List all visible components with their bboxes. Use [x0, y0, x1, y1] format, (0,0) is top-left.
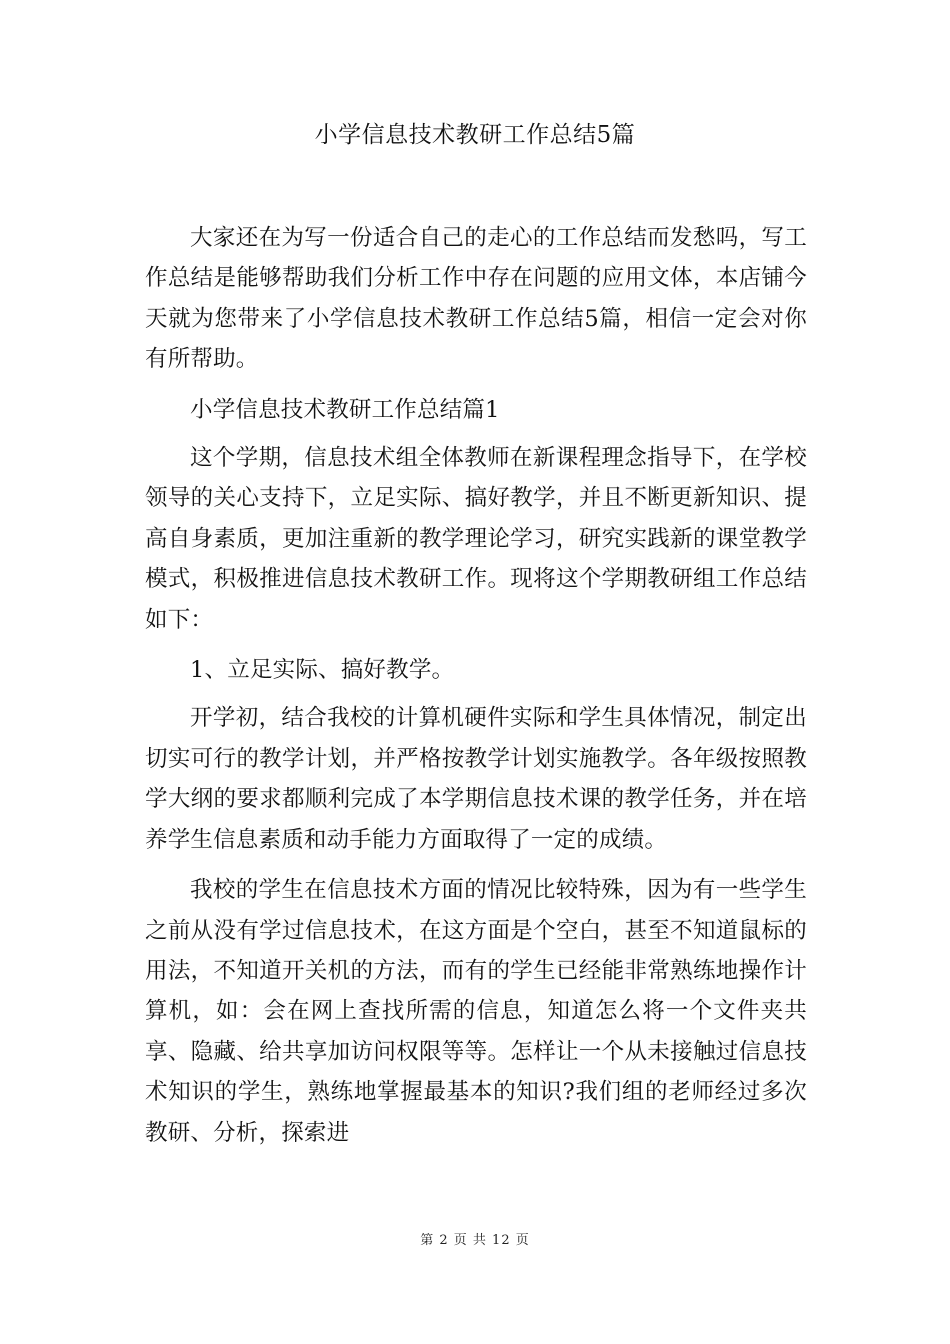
- intro-paragraph: 大家还在为写一份适合自己的走心的工作总结而发愁吗，写工作总结是能够帮助我们分析工作中存在问题的应用文体，本店铺今天就为您带来了小学信息技术教研工作总结5篇，相信一定会对你有所帮助。: [145, 225, 807, 373]
- subsection-heading: 1、立足实际、搞好教学。: [190, 657, 455, 684]
- document-title: 小学信息技术教研工作总结5篇: [314, 122, 636, 148]
- document-body: [145, 218, 807, 1163]
- body-paragraph: 这个学期，信息技术组全体教师在新课程理念指导下，在学校领导的关心支持下，立足实际、搞好教学，并且不断更新知识、提高自身素质，更加注重新的教学理论学习，研究实践新的课堂教学模式，积极推进信息技术教研工作。现将这个学期教研组工作总结如下：: [145, 445, 807, 633]
- section-heading: 小学信息技术教研工作总结篇1: [190, 396, 500, 423]
- page-number-footer: 第 2 页 共 12 页: [420, 1233, 530, 1248]
- body-paragraph: 我校的学生在信息技术方面的情况比较特殊，因为有一些学生之前从没有学过信息技术，在这方面是个空白，甚至不知道鼠标的用法，不知道开关机的方法，而有的学生已经能非常熟练地操作计算机，如：会在网上查找所需的信息，知道怎么将一个文件夹共享、隐藏、给共享加访问权限等等。怎样让一个从未接触过信息技术知识的学生，熟练地掌握最基本的知识?我们组的老师经过多次教研、分析，探索进: [145, 877, 807, 1146]
- body-paragraph: 开学初，结合我校的计算机硬件实际和学生具体情况，制定出切实可行的教学计划，并严格按教学计划实施教学。各年级按照教学大纲的要求都顺利完成了本学期信息技术课的教学任务，并在培养学生信息素质和动手能力方面取得了一定的成绩。: [145, 705, 807, 853]
